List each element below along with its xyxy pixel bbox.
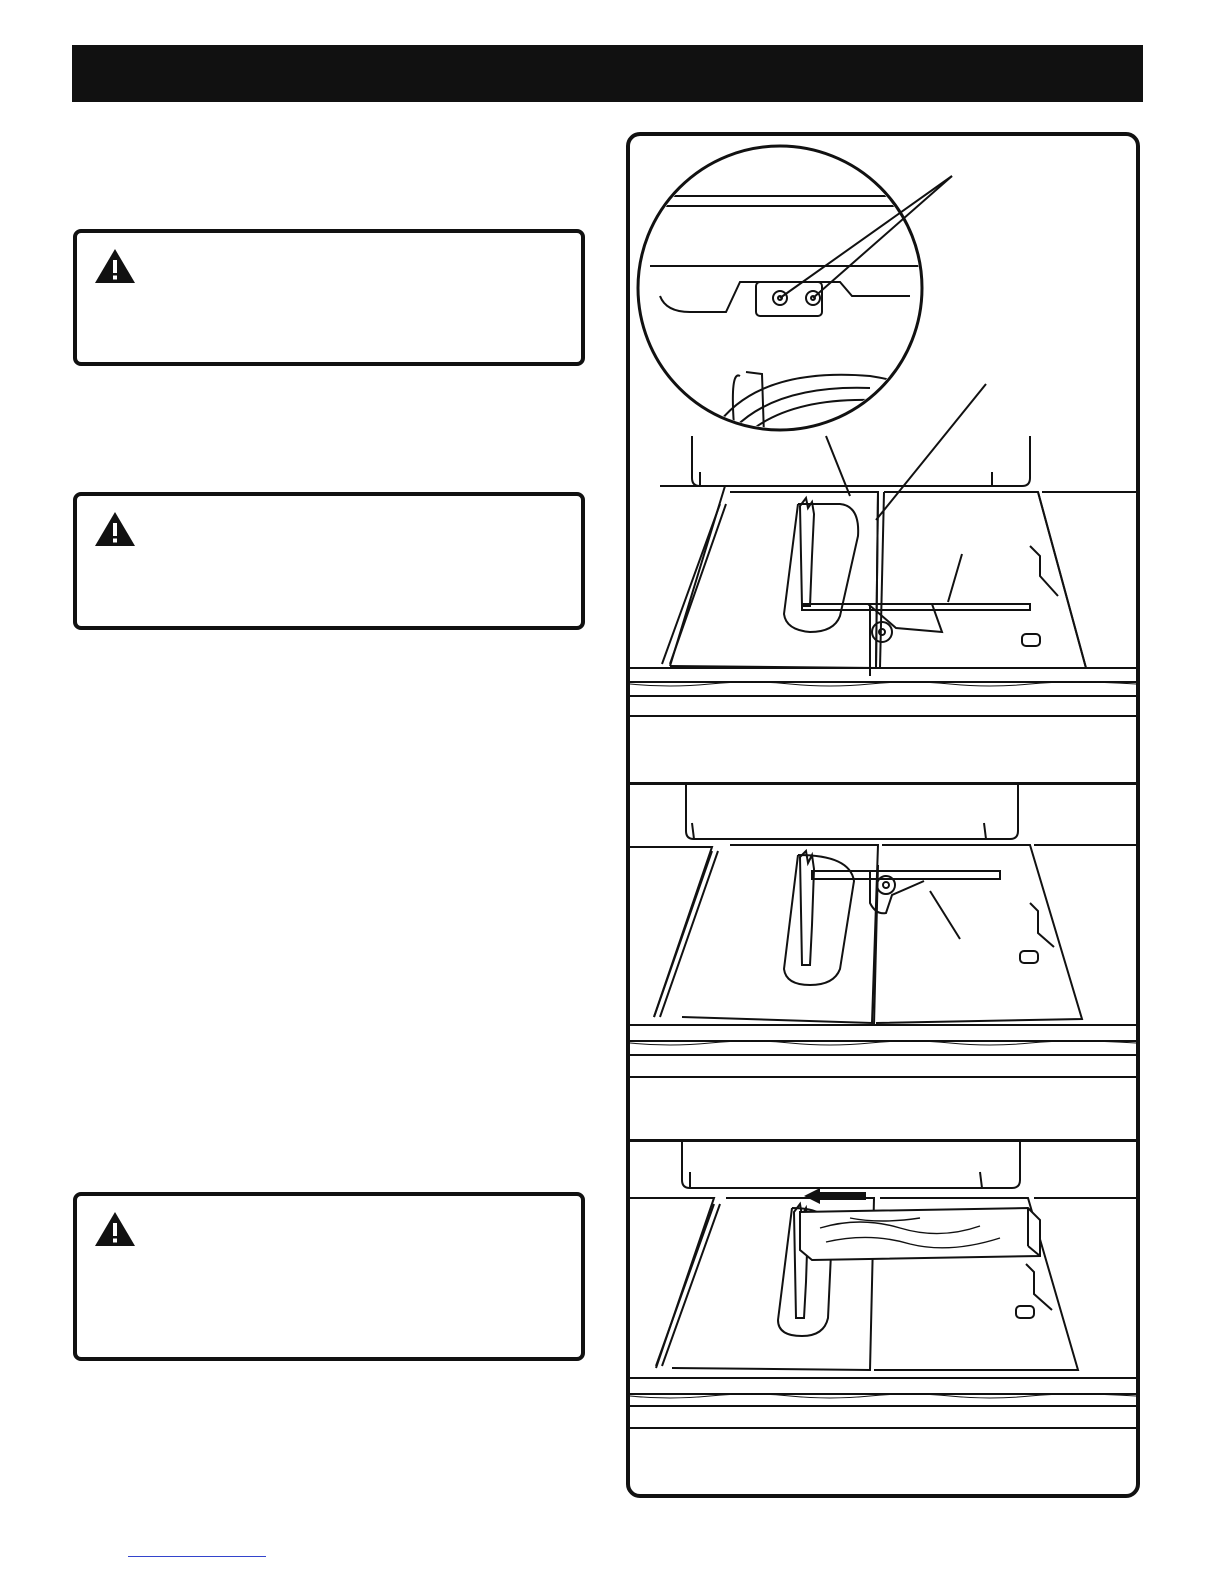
- figure-panel-3: [630, 1142, 1136, 1498]
- figure-frame: [626, 132, 1140, 1498]
- warning-triangle-icon: [93, 510, 137, 548]
- warning-box-1: [73, 229, 585, 366]
- warning-box-2: [73, 492, 585, 630]
- header-bar: [72, 45, 1143, 102]
- figure-panel-2: [630, 785, 1136, 1139]
- footer-link-underline: [128, 1556, 266, 1557]
- warning-box-3: [73, 1192, 585, 1361]
- figure-panel-1: [630, 136, 1136, 782]
- zoom-inset: [638, 146, 952, 452]
- warning-triangle-icon: [93, 247, 137, 285]
- wood-board: [800, 1208, 1040, 1260]
- warning-triangle-icon: [93, 1210, 137, 1248]
- feed-direction-arrow-icon: [804, 1188, 866, 1204]
